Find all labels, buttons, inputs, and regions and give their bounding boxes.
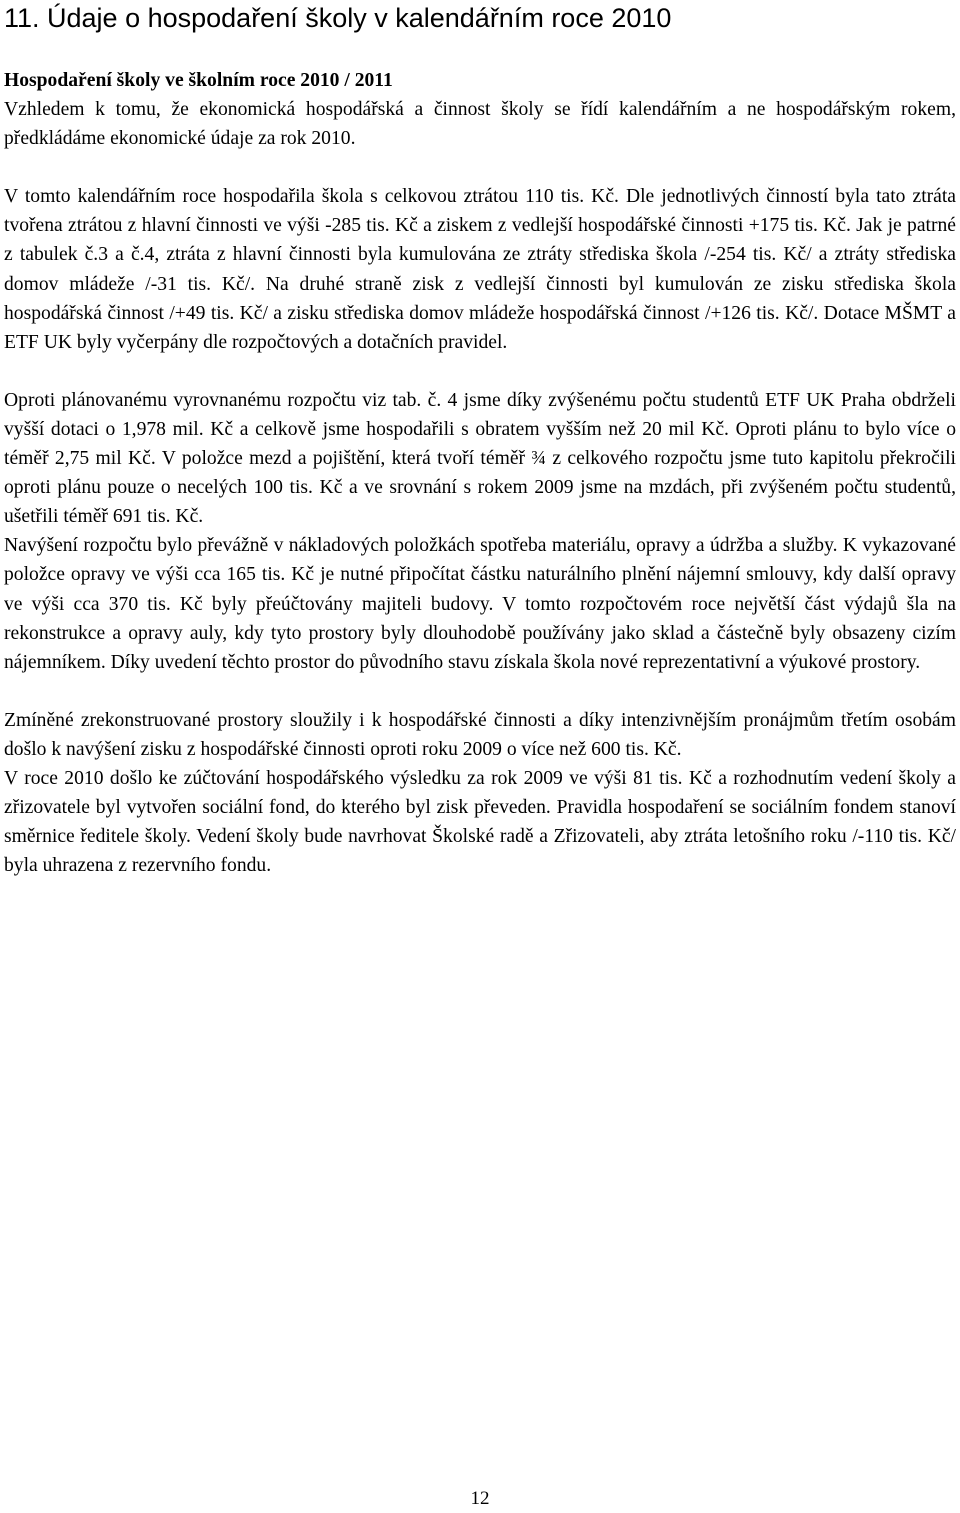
paragraph-intro: Vzhledem k tomu, že ekonomická hospodářská a činnost školy se řídí kalendářním a ne hospodářským rokem, předkládáme ekonomické údaje za rok 2010. bbox=[4, 99, 956, 150]
paragraph-budget-comparison: Oproti plánovanému vyrovnanému rozpočtu viz tab. č. 4 jsme díky zvýšenému počtu studentů ETF UK Praha obdrželi vyšší dotaci o 1,978 mil. Kč a celkově jsme hospodařili s obratem vyšším než 20 mil Kč. Oproti plánu to bylo více o téměř 2,75 mil Kč. V položce mezd a pojištění, která tvoří téměř ¾ z celkového rozpočtu jsme tuto kapitolu překročili oproti plánu pouze o necelých 100 tis. Kč a ve srovnání s rokem 2009 jsme na mzdách, při zvýšeném počtu studentů, ušetřili téměř 691 tis. Kč. bbox=[4, 389, 956, 528]
paragraph-result-settlement: V roce 2010 došlo ke zúčtování hospodářského výsledku za rok 2009 ve výši 81 tis. Kč a rozhodnutím vedení školy a zřizovatele byl vytvořen sociální fond, do kterého byl zisk převeden. Pravidla hospodaření se sociálním fondem stanoví směrnice ředitele školy. Vedení školy bude navrhovat Školské radě a Zřizovateli, aby ztráta letošního roku /-110 tis. Kč/ byla uhrazena z rezervního fondu. bbox=[4, 767, 956, 877]
section-title: 11. Údaje o hospodaření školy v kalendářním roce 2010 bbox=[4, 3, 672, 33]
paragraph-budget-increase: Navýšení rozpočtu bylo převážně v nákladových položkách spotřeba materiálu, opravy a údržba a služby. K vykazované položce opravy ve výši cca 165 tis. Kč je nutné připočítat částku naturálního plnění nájemní smlouvy, kdy další opravy ve výši cca 370 tis. Kč byly přeúčtovány majiteli budovy. V tomto rozpočtovém roce největší část výdajů šla na rekonstrukce a opravy auly, kdy tyto prostory byly dlouhodobě používány jako sklad a částečně byly obsazeny cizím nájemníkem. Díky uvedení těchto prostor do původního stavu získala škola nové reprezentativní a výukové prostory. bbox=[4, 535, 956, 673]
page-number: 12 bbox=[470, 1488, 490, 1509]
document-body bbox=[4, 66, 956, 880]
paragraph-rental-profit: Zmíněné zrekonstruované prostory sloužily i k hospodářské činnosti a díky intenzivnějším pronájmům třetím osobám došlo k navýšení zisku z hospodářské činnosti oproti roku 2009 o více než 600 tis. Kč. bbox=[4, 709, 956, 760]
paragraph-loss-summary: V tomto kalendářním roce hospodařila škola s celkovou ztrátou 110 tis. Kč. Dle jednotlivých činností byla tato ztráta tvořena ztrátou z hlavní činnosti ve výši -285 tis. Kč a ziskem z vedlejší hospodářské činnosti +175 tis. Kč. Jak je patrné z tabulek č.3 a č.4, ztráta z hlavní činnosti byla kumulována ze ztráty střediska škola /-254 tis. Kč/ a ztráty střediska domov mládeže /-31 tis. Kč/. Na druhé straně zisk z vedlejší činnosti byl kumulován ze zisku střediska škola hospodářská činnost /+49 tis. Kč/ a zisku střediska domov mládeže hospodářská činnost /+126 tis. Kč/. Dotace MŠMT a ETF UK byly vyčerpány dle rozpočtových a dotačních pravidel. bbox=[4, 186, 956, 353]
section-subtitle: Hospodaření školy ve školním roce 2010 / 2011 bbox=[4, 70, 393, 91]
